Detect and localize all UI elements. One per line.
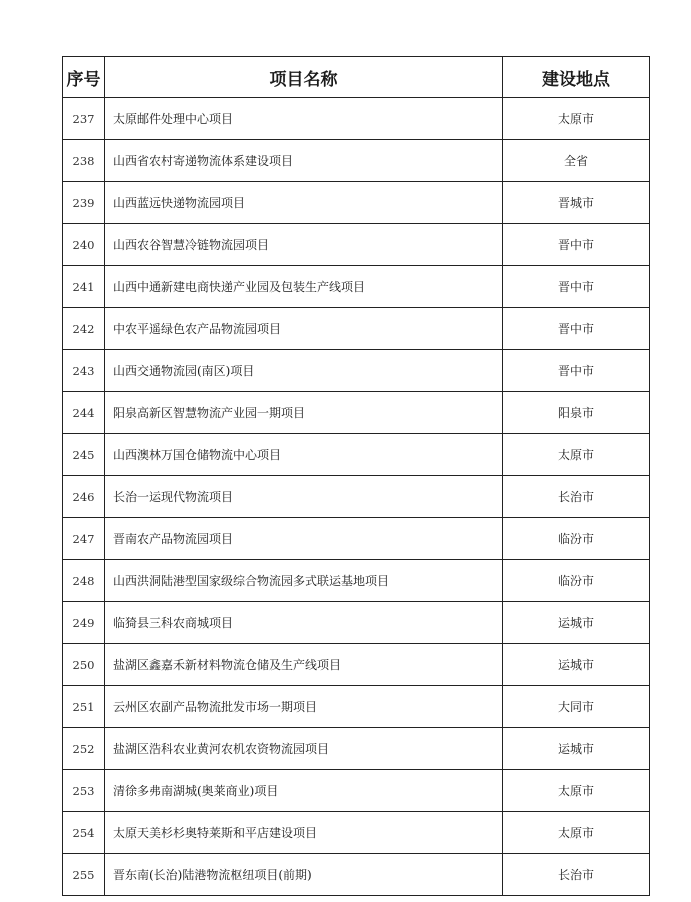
serial-number-cell: 253: [63, 770, 105, 812]
serial-number-cell: 244: [63, 392, 105, 434]
table-row: [63, 686, 650, 728]
project-name-cell: 山西中通新建电商快递产业园及包装生产线项目: [105, 266, 503, 308]
location-cell: 运城市: [503, 644, 650, 686]
table-row: [63, 854, 650, 896]
table-row: [63, 728, 650, 770]
location-cell: 晋城市: [503, 182, 650, 224]
project-name-cell: 长治一运现代物流项目: [105, 476, 503, 518]
table-row: [63, 224, 650, 266]
serial-number-cell: 246: [63, 476, 105, 518]
table-header: [63, 57, 650, 98]
table-row: [63, 602, 650, 644]
location-cell: 太原市: [503, 770, 650, 812]
project-name-cell: 山西蓝远快递物流园项目: [105, 182, 503, 224]
table-row: [63, 350, 650, 392]
location-cell: 太原市: [503, 812, 650, 854]
project-name-cell: 山西农谷智慧冷链物流园项目: [105, 224, 503, 266]
serial-number-cell: 243: [63, 350, 105, 392]
serial-number-cell: 237: [63, 98, 105, 140]
project-name-cell: 清徐多弗南湖城(奥莱商业)项目: [105, 770, 503, 812]
location-cell: 阳泉市: [503, 392, 650, 434]
location-cell: 临汾市: [503, 518, 650, 560]
table-row: [63, 266, 650, 308]
table-row: [63, 812, 650, 854]
table-row: [63, 434, 650, 476]
serial-number-cell: 240: [63, 224, 105, 266]
project-name-cell: 山西洪洞陆港型国家级综合物流园多式联运基地项目: [105, 560, 503, 602]
serial-number-cell: 249: [63, 602, 105, 644]
header-project-name: 项目名称: [105, 57, 503, 98]
serial-number-cell: 238: [63, 140, 105, 182]
serial-number-cell: 252: [63, 728, 105, 770]
serial-number-cell: 248: [63, 560, 105, 602]
location-cell: 长治市: [503, 476, 650, 518]
project-name-cell: 山西交通物流园(南区)项目: [105, 350, 503, 392]
location-cell: 太原市: [503, 98, 650, 140]
table-row: [63, 182, 650, 224]
project-name-cell: 盐湖区鑫嘉禾新材料物流仓储及生产线项目: [105, 644, 503, 686]
project-name-cell: 中农平遥绿色农产品物流园项目: [105, 308, 503, 350]
location-cell: 长治市: [503, 854, 650, 896]
serial-number-cell: 247: [63, 518, 105, 560]
location-cell: 临汾市: [503, 560, 650, 602]
location-cell: 晋中市: [503, 266, 650, 308]
project-name-cell: 晋南农产品物流园项目: [105, 518, 503, 560]
table-row: [63, 308, 650, 350]
header-row: [63, 57, 650, 98]
table-body: [63, 98, 650, 896]
project-name-cell: 临猗县三科农商城项目: [105, 602, 503, 644]
project-name-cell: 山西澳林万国仓储物流中心项目: [105, 434, 503, 476]
table-row: [63, 392, 650, 434]
serial-number-cell: 254: [63, 812, 105, 854]
serial-number-cell: 251: [63, 686, 105, 728]
table-row: [63, 140, 650, 182]
project-name-cell: 山西省农村寄递物流体系建设项目: [105, 140, 503, 182]
project-name-cell: 太原天美杉杉奥特莱斯和平店建设项目: [105, 812, 503, 854]
location-cell: 大同市: [503, 686, 650, 728]
table-row: [63, 644, 650, 686]
table-row: [63, 560, 650, 602]
project-name-cell: 太原邮件处理中心项目: [105, 98, 503, 140]
project-name-cell: 阳泉高新区智慧物流产业园一期项目: [105, 392, 503, 434]
location-cell: 运城市: [503, 602, 650, 644]
header-location: 建设地点: [503, 57, 650, 98]
location-cell: 晋中市: [503, 308, 650, 350]
serial-number-cell: 245: [63, 434, 105, 476]
location-cell: 晋中市: [503, 350, 650, 392]
serial-number-cell: 241: [63, 266, 105, 308]
serial-number-cell: 250: [63, 644, 105, 686]
location-cell: 全省: [503, 140, 650, 182]
serial-number-cell: 255: [63, 854, 105, 896]
serial-number-cell: 239: [63, 182, 105, 224]
project-table: [62, 56, 650, 896]
location-cell: 晋中市: [503, 224, 650, 266]
project-name-cell: 晋东南(长治)陆港物流枢纽项目(前期): [105, 854, 503, 896]
location-cell: 运城市: [503, 728, 650, 770]
table-row: [63, 98, 650, 140]
location-cell: 太原市: [503, 434, 650, 476]
table-row: [63, 770, 650, 812]
project-name-cell: 盐湖区浩科农业黄河农机农资物流园项目: [105, 728, 503, 770]
serial-number-cell: 242: [63, 308, 105, 350]
project-name-cell: 云州区农副产品物流批发市场一期项目: [105, 686, 503, 728]
table-row: [63, 518, 650, 560]
header-serial-number: 序号: [63, 57, 105, 98]
table-row: [63, 476, 650, 518]
